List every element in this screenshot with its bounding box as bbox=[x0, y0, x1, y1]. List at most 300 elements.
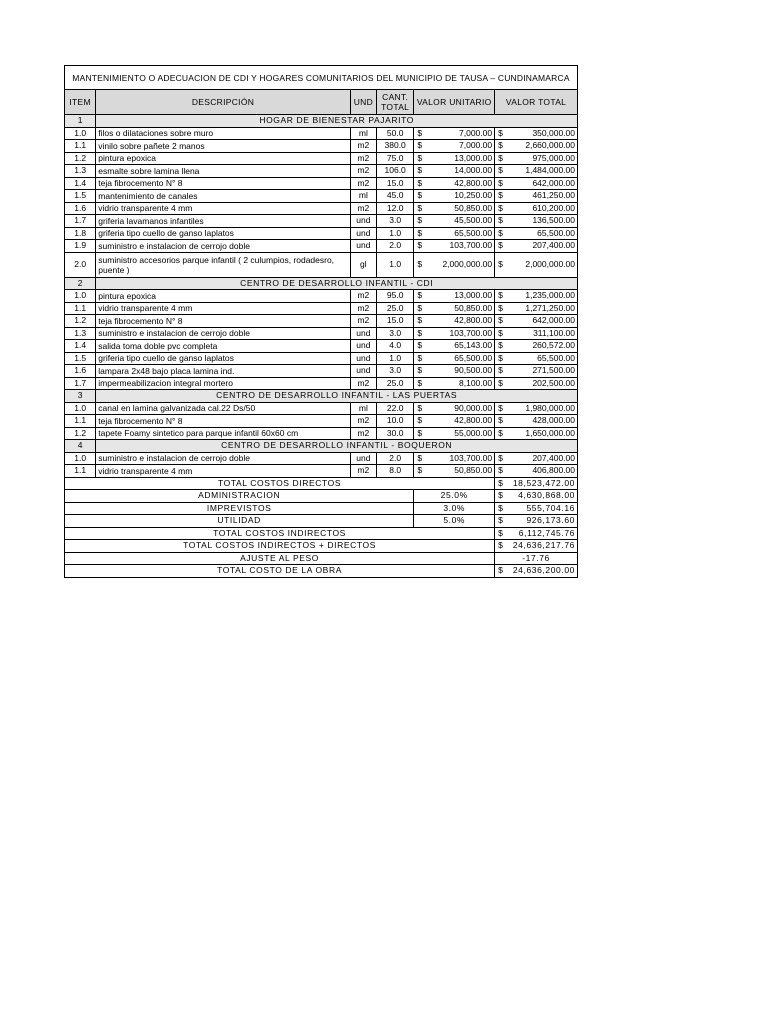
currency-symbol: $ bbox=[498, 427, 503, 438]
currency-symbol: $ bbox=[498, 365, 503, 376]
currency-symbol: $ bbox=[417, 452, 423, 463]
item-unit: und bbox=[350, 352, 376, 365]
total-value-amount bbox=[497, 203, 575, 214]
item-description: mantenimiento de canales bbox=[96, 190, 350, 203]
unit-value-amount bbox=[416, 403, 492, 414]
item-description: teja fibrocemento N° 8 bbox=[96, 177, 350, 190]
item-quantity: 22.0 bbox=[376, 402, 413, 415]
currency-symbol: $ bbox=[417, 465, 423, 476]
total-direct-costs bbox=[495, 477, 578, 490]
currency-symbol: $ bbox=[417, 415, 423, 426]
item-unit: m2 bbox=[350, 140, 376, 153]
item-number: 1.2 bbox=[65, 152, 96, 165]
item-description: teja fibrocemento N° 8 bbox=[96, 315, 350, 328]
total-indirect-plus-direct-label: TOTAL COSTOS INDIRECTOS + DIRECTOS bbox=[65, 540, 495, 553]
item-quantity: 15.0 bbox=[376, 315, 413, 328]
item-number: 1.6 bbox=[65, 202, 96, 215]
item-number: 1.3 bbox=[65, 165, 96, 178]
item-unit: m2 bbox=[350, 202, 376, 215]
total-value bbox=[495, 352, 578, 365]
currency-symbol: $ bbox=[498, 152, 503, 163]
item-quantity: 2.0 bbox=[376, 240, 413, 253]
rounding-adjustment-value: -17.76 bbox=[495, 552, 578, 565]
item-unit: m2 bbox=[350, 427, 376, 440]
unit-value-value: 103,700.00 bbox=[449, 327, 493, 338]
item-quantity: 3.0 bbox=[376, 365, 413, 378]
total-value-amount bbox=[497, 178, 575, 189]
item-unit: m2 bbox=[350, 177, 376, 190]
item-number: 1.7 bbox=[65, 215, 96, 228]
currency-symbol: $ bbox=[498, 377, 503, 388]
item-quantity: 106.0 bbox=[376, 165, 413, 178]
item-description: teja fibrocemento N° 8 bbox=[96, 415, 350, 428]
item-quantity: 3.0 bbox=[376, 215, 413, 228]
item-quantity: 1.0 bbox=[376, 352, 413, 365]
item-quantity: 75.0 bbox=[376, 152, 413, 165]
item-quantity: 12.0 bbox=[376, 202, 413, 215]
profit-row bbox=[65, 515, 578, 528]
total-value-amount bbox=[497, 365, 575, 376]
table-row bbox=[65, 127, 578, 140]
unit-value-value: 103,700.00 bbox=[449, 240, 493, 251]
currency-symbol: $ bbox=[417, 352, 423, 363]
unit-value bbox=[414, 127, 495, 140]
unit-value-value: 42,800.00 bbox=[454, 177, 493, 188]
total-indirect-costs-row bbox=[65, 527, 578, 540]
item-number: 1.1 bbox=[65, 140, 96, 153]
unit-value-amount bbox=[416, 303, 492, 314]
currency-symbol: $ bbox=[417, 327, 423, 338]
item-description: pintura epoxica bbox=[96, 152, 350, 165]
total-indirect-costs-amount bbox=[497, 528, 575, 539]
table-row bbox=[65, 452, 578, 465]
currency-symbol: $ bbox=[498, 165, 503, 176]
unit-value-value: 45,500.00 bbox=[454, 215, 493, 226]
table-row bbox=[65, 327, 578, 340]
total-indirect-plus-direct-value: 24,636,217.76 bbox=[512, 540, 575, 551]
unit-value-amount bbox=[416, 228, 492, 239]
header-cant: CANT. TOTAL bbox=[376, 90, 413, 115]
item-number: 1.4 bbox=[65, 177, 96, 190]
total-value-value: 1,235,000.00 bbox=[525, 290, 575, 301]
unit-value-value: 65,143.00 bbox=[454, 340, 493, 351]
administration-value: 4,630,868.00 bbox=[518, 490, 575, 501]
total-value-amount bbox=[497, 165, 575, 176]
item-unit: und bbox=[350, 340, 376, 353]
item-unit: ml bbox=[350, 127, 376, 140]
item-quantity: 3.0 bbox=[376, 327, 413, 340]
total-value bbox=[495, 240, 578, 253]
total-value-value: 461,250.00 bbox=[532, 190, 575, 201]
profit-amount bbox=[497, 515, 575, 526]
unit-value-amount bbox=[416, 153, 492, 164]
total-value-value: 428,000.00 bbox=[532, 415, 575, 426]
unit-value-amount bbox=[416, 353, 492, 364]
item-number: 1.0 bbox=[65, 452, 96, 465]
total-value bbox=[495, 252, 578, 277]
total-value-value: 350,000.00 bbox=[532, 127, 575, 138]
profit-label: UTILIDAD bbox=[65, 515, 414, 528]
unit-value-amount bbox=[416, 165, 492, 176]
total-indirect-plus-direct-row bbox=[65, 540, 578, 553]
total-value-amount bbox=[497, 128, 575, 139]
item-unit: m2 bbox=[350, 152, 376, 165]
item-unit: m2 bbox=[350, 165, 376, 178]
total-value-value: 65,500.00 bbox=[537, 227, 575, 238]
total-direct-costs-value: 18,523,472.00 bbox=[512, 477, 575, 488]
unit-value bbox=[414, 302, 495, 315]
item-unit: m2 bbox=[350, 377, 376, 390]
table-row bbox=[65, 377, 578, 390]
currency-symbol: $ bbox=[498, 540, 504, 551]
unit-value bbox=[414, 177, 495, 190]
item-number: 1.1 bbox=[65, 302, 96, 315]
unit-value-value: 42,800.00 bbox=[454, 415, 493, 426]
total-value-value: 610,200.00 bbox=[532, 202, 575, 213]
section-number: 3 bbox=[65, 390, 96, 403]
header-valor-unitario: VALOR UNITARIO bbox=[414, 90, 495, 115]
table-row bbox=[65, 427, 578, 440]
unit-value-amount bbox=[416, 315, 492, 326]
total-value bbox=[495, 227, 578, 240]
item-description: vidrio transparente 4 mm bbox=[96, 202, 350, 215]
administration-row bbox=[65, 490, 578, 503]
total-value bbox=[495, 427, 578, 440]
total-value bbox=[495, 140, 578, 153]
total-indirect-costs-label: TOTAL COSTOS INDIRECTOS bbox=[65, 527, 495, 540]
item-unit: und bbox=[350, 452, 376, 465]
total-value bbox=[495, 402, 578, 415]
profit-percentage: 5.0% bbox=[414, 515, 495, 528]
currency-symbol: $ bbox=[498, 215, 503, 226]
unit-value bbox=[414, 352, 495, 365]
item-unit: ml bbox=[350, 402, 376, 415]
total-value-amount bbox=[497, 340, 575, 351]
total-value-value: 642,000.00 bbox=[532, 177, 575, 188]
unit-value-amount bbox=[416, 140, 492, 151]
total-value bbox=[495, 202, 578, 215]
section-number: 2 bbox=[65, 277, 96, 290]
item-description: suministro e instalacion de cerrojo doble bbox=[96, 240, 350, 253]
unit-value-amount bbox=[416, 378, 492, 389]
item-unit: m2 bbox=[350, 302, 376, 315]
total-value-amount bbox=[497, 465, 575, 476]
currency-symbol: $ bbox=[498, 402, 503, 413]
item-unit: ml bbox=[350, 190, 376, 203]
contingencies-amount bbox=[497, 503, 575, 514]
item-quantity: 380.0 bbox=[376, 140, 413, 153]
total-value-value: 202,500.00 bbox=[532, 377, 575, 388]
total-direct-costs-amount bbox=[497, 478, 575, 489]
table-row bbox=[65, 290, 578, 303]
currency-symbol: $ bbox=[498, 240, 503, 251]
currency-symbol: $ bbox=[417, 227, 423, 238]
item-number: 1.0 bbox=[65, 290, 96, 303]
total-direct-costs-label: TOTAL COSTOS DIRECTOS bbox=[65, 477, 495, 490]
total-value-amount bbox=[497, 428, 575, 439]
item-quantity: 2.0 bbox=[376, 452, 413, 465]
currency-symbol: $ bbox=[498, 177, 503, 188]
total-indirect-plus-direct-amount bbox=[497, 540, 575, 551]
currency-symbol: $ bbox=[498, 290, 503, 301]
currency-symbol: $ bbox=[498, 140, 503, 151]
item-number: 1.4 bbox=[65, 340, 96, 353]
total-direct-costs-row bbox=[65, 477, 578, 490]
total-value-amount bbox=[497, 153, 575, 164]
unit-value-value: 55,000.00 bbox=[454, 427, 493, 438]
section-name: CENTRO DE DESARROLLO INFANTIL - LAS PUERTAS bbox=[96, 390, 578, 403]
item-description: esmalte sobre lamina llena bbox=[96, 165, 350, 178]
total-value-amount bbox=[497, 190, 575, 201]
total-value bbox=[495, 127, 578, 140]
total-value-value: 260,572.00 bbox=[532, 340, 575, 351]
administration bbox=[495, 490, 578, 503]
item-quantity: 8.0 bbox=[376, 465, 413, 478]
currency-symbol: $ bbox=[417, 340, 423, 351]
item-quantity: 10.0 bbox=[376, 415, 413, 428]
table-row bbox=[65, 465, 578, 478]
table-row bbox=[65, 140, 578, 153]
currency-symbol: $ bbox=[498, 502, 504, 513]
currency-symbol: $ bbox=[417, 427, 423, 438]
item-unit: und bbox=[350, 240, 376, 253]
rounding-adjustment-label: AJUSTE AL PESO bbox=[65, 552, 495, 565]
currency-symbol: $ bbox=[498, 202, 503, 213]
unit-value-amount bbox=[416, 290, 492, 301]
unit-value-amount bbox=[416, 453, 492, 464]
contingencies bbox=[495, 502, 578, 515]
title-row bbox=[65, 66, 578, 90]
total-project-cost-amount bbox=[497, 565, 575, 576]
item-quantity: 25.0 bbox=[376, 302, 413, 315]
currency-symbol: $ bbox=[417, 152, 423, 163]
total-value bbox=[495, 415, 578, 428]
item-unit: und bbox=[350, 365, 376, 378]
unit-value bbox=[414, 427, 495, 440]
currency-symbol: $ bbox=[498, 327, 503, 338]
item-unit: und bbox=[350, 227, 376, 240]
total-value-value: 1,484,000.00 bbox=[525, 165, 575, 176]
unit-value-amount bbox=[416, 328, 492, 339]
unit-value-value: 14,000.00 bbox=[454, 165, 493, 176]
unit-value-amount bbox=[416, 465, 492, 476]
total-value-value: 1,980,000.00 bbox=[525, 402, 575, 413]
total-value bbox=[495, 327, 578, 340]
administration-amount bbox=[497, 490, 575, 501]
item-number: 1.8 bbox=[65, 227, 96, 240]
unit-value bbox=[414, 452, 495, 465]
item-number: 1.6 bbox=[65, 365, 96, 378]
unit-value-value: 50,850.00 bbox=[454, 302, 493, 313]
item-quantity: 50.0 bbox=[376, 127, 413, 140]
table-row bbox=[65, 415, 578, 428]
item-quantity: 30.0 bbox=[376, 427, 413, 440]
currency-symbol: $ bbox=[498, 259, 503, 269]
header-und: UND bbox=[350, 90, 376, 115]
currency-symbol: $ bbox=[498, 527, 504, 538]
unit-value bbox=[414, 290, 495, 303]
item-description: tapete Foamy sintetico para parque infantil 60x60 cm bbox=[96, 427, 350, 440]
total-value-value: 207,400.00 bbox=[532, 452, 575, 463]
total-value bbox=[495, 465, 578, 478]
section-row bbox=[65, 115, 578, 128]
unit-value-amount bbox=[416, 178, 492, 189]
total-indirect-costs bbox=[495, 527, 578, 540]
total-value bbox=[495, 152, 578, 165]
section-number: 4 bbox=[65, 440, 96, 453]
item-description: griferia lavamanos infantiles bbox=[96, 215, 350, 228]
unit-value-value: 7,000.00 bbox=[459, 127, 493, 138]
item-unit: und bbox=[350, 215, 376, 228]
item-description: salida toma doble pvc completa bbox=[96, 340, 350, 353]
item-number: 1.2 bbox=[65, 315, 96, 328]
currency-symbol: $ bbox=[498, 515, 504, 526]
total-value-value: 271,500.00 bbox=[532, 365, 575, 376]
item-description: suministro accesorios parque infantil ( 2 culumpios, rodadesro, puente ) bbox=[96, 252, 350, 277]
total-value-value: 2,660,000.00 bbox=[525, 140, 575, 151]
total-value bbox=[495, 452, 578, 465]
currency-symbol: $ bbox=[498, 490, 504, 501]
unit-value bbox=[414, 190, 495, 203]
item-unit: und bbox=[350, 327, 376, 340]
unit-value-value: 65,500.00 bbox=[454, 227, 493, 238]
administration-label: ADMINISTRACION bbox=[65, 490, 414, 503]
currency-symbol: $ bbox=[417, 165, 423, 176]
total-value-amount bbox=[497, 215, 575, 226]
item-description: filos o dilataciones sobre muro bbox=[96, 127, 350, 140]
unit-value-value: 13,000.00 bbox=[454, 152, 493, 163]
unit-value-value: 50,850.00 bbox=[454, 465, 493, 476]
unit-value-amount bbox=[416, 428, 492, 439]
total-value bbox=[495, 177, 578, 190]
item-description: suministro e instalacion de cerrojo doble bbox=[96, 452, 350, 465]
total-value-amount bbox=[497, 378, 575, 389]
item-unit: m2 bbox=[350, 465, 376, 478]
unit-value bbox=[414, 152, 495, 165]
rounding-adjustment-row bbox=[65, 552, 578, 565]
unit-value-amount bbox=[416, 215, 492, 226]
contingencies-label: IMPREVISTOS bbox=[65, 502, 414, 515]
unit-value-amount bbox=[416, 415, 492, 426]
currency-symbol: $ bbox=[417, 365, 423, 376]
unit-value bbox=[414, 165, 495, 178]
total-project-cost bbox=[495, 565, 578, 578]
section-row bbox=[65, 277, 578, 290]
total-indirect-plus-direct bbox=[495, 540, 578, 553]
item-description: vinilo sobre pañete 2 manos bbox=[96, 140, 350, 153]
unit-value-value: 2,000,000.00 bbox=[442, 259, 493, 269]
total-value-amount bbox=[497, 303, 575, 314]
section-number: 1 bbox=[65, 115, 96, 128]
item-quantity: 1.0 bbox=[376, 252, 413, 277]
total-value bbox=[495, 165, 578, 178]
item-number: 1.1 bbox=[65, 465, 96, 478]
total-value-amount bbox=[497, 259, 575, 270]
item-description: suministro e instalacion de cerrojo doble bbox=[96, 327, 350, 340]
unit-value-value: 65,500.00 bbox=[454, 352, 493, 363]
unit-value-amount bbox=[416, 365, 492, 376]
table-row bbox=[65, 240, 578, 253]
total-value-amount bbox=[497, 240, 575, 251]
currency-symbol: $ bbox=[417, 259, 423, 269]
table-row bbox=[65, 227, 578, 240]
total-value-amount bbox=[497, 353, 575, 364]
table-row bbox=[65, 315, 578, 328]
currency-symbol: $ bbox=[498, 477, 504, 488]
item-number: 1.0 bbox=[65, 127, 96, 140]
unit-value bbox=[414, 415, 495, 428]
contingencies-value: 555,704.16 bbox=[526, 502, 575, 513]
item-number: 1.5 bbox=[65, 352, 96, 365]
item-description: canal en lamina galvanizada cal.22 Ds/50 bbox=[96, 402, 350, 415]
item-unit: m2 bbox=[350, 415, 376, 428]
total-value-value: 406,800.00 bbox=[532, 465, 575, 476]
table-row bbox=[65, 302, 578, 315]
table-row bbox=[65, 365, 578, 378]
currency-symbol: $ bbox=[417, 240, 423, 251]
currency-symbol: $ bbox=[498, 415, 503, 426]
item-unit: m2 bbox=[350, 290, 376, 303]
total-project-cost-value: 24,636,200.00 bbox=[512, 565, 575, 576]
administration-percentage: 25.0% bbox=[414, 490, 495, 503]
item-unit: gl bbox=[350, 252, 376, 277]
table-row bbox=[65, 202, 578, 215]
header-valor-total: VALOR TOTAL bbox=[495, 90, 578, 115]
total-project-cost-row bbox=[65, 565, 578, 578]
unit-value-value: 7,000.00 bbox=[459, 140, 493, 151]
currency-symbol: $ bbox=[417, 127, 423, 138]
total-value-value: 136,500.00 bbox=[532, 215, 575, 226]
section-name: HOGAR DE BIENESTAR PAJARITO bbox=[96, 115, 578, 128]
total-value-value: 207,400.00 bbox=[532, 240, 575, 251]
table-row bbox=[65, 190, 578, 203]
total-value bbox=[495, 315, 578, 328]
item-description: lampara 2x48 bajo placa lamina ind. bbox=[96, 365, 350, 378]
unit-value-value: 90,000.00 bbox=[454, 402, 493, 413]
total-value-value: 2,000,000.00 bbox=[525, 259, 575, 269]
currency-symbol: $ bbox=[498, 227, 503, 238]
contingencies-percentage: 3.0% bbox=[414, 502, 495, 515]
item-quantity: 4.0 bbox=[376, 340, 413, 353]
header-descripcion: DESCRIPCIÓN bbox=[96, 90, 350, 115]
item-description: vidrio transparente 4 mm bbox=[96, 302, 350, 315]
unit-value bbox=[414, 215, 495, 228]
total-value-amount bbox=[497, 140, 575, 151]
total-value-value: 311,100.00 bbox=[533, 327, 575, 338]
total-value-value: 1,650,000.00 bbox=[525, 427, 575, 438]
currency-symbol: $ bbox=[417, 177, 423, 188]
unit-value bbox=[414, 140, 495, 153]
unit-value-value: 8,100.00 bbox=[459, 377, 493, 388]
unit-value-amount bbox=[416, 203, 492, 214]
table-row bbox=[65, 340, 578, 353]
budget-table bbox=[64, 65, 578, 578]
unit-value bbox=[414, 327, 495, 340]
currency-symbol: $ bbox=[498, 352, 503, 363]
item-number: 1.3 bbox=[65, 327, 96, 340]
unit-value-value: 42,800.00 bbox=[454, 315, 493, 326]
section-name: CENTRO DE DESARROLLO INFANTIL - BOQUERON bbox=[96, 440, 578, 453]
section-row bbox=[65, 440, 578, 453]
total-value-amount bbox=[497, 228, 575, 239]
currency-symbol: $ bbox=[417, 202, 423, 213]
section-name: CENTRO DE DESARROLLO INFANTIL - CDI bbox=[96, 277, 578, 290]
total-value-amount bbox=[497, 453, 575, 464]
table-row bbox=[65, 152, 578, 165]
unit-value bbox=[414, 202, 495, 215]
item-quantity: 1.0 bbox=[376, 227, 413, 240]
currency-symbol: $ bbox=[417, 302, 423, 313]
